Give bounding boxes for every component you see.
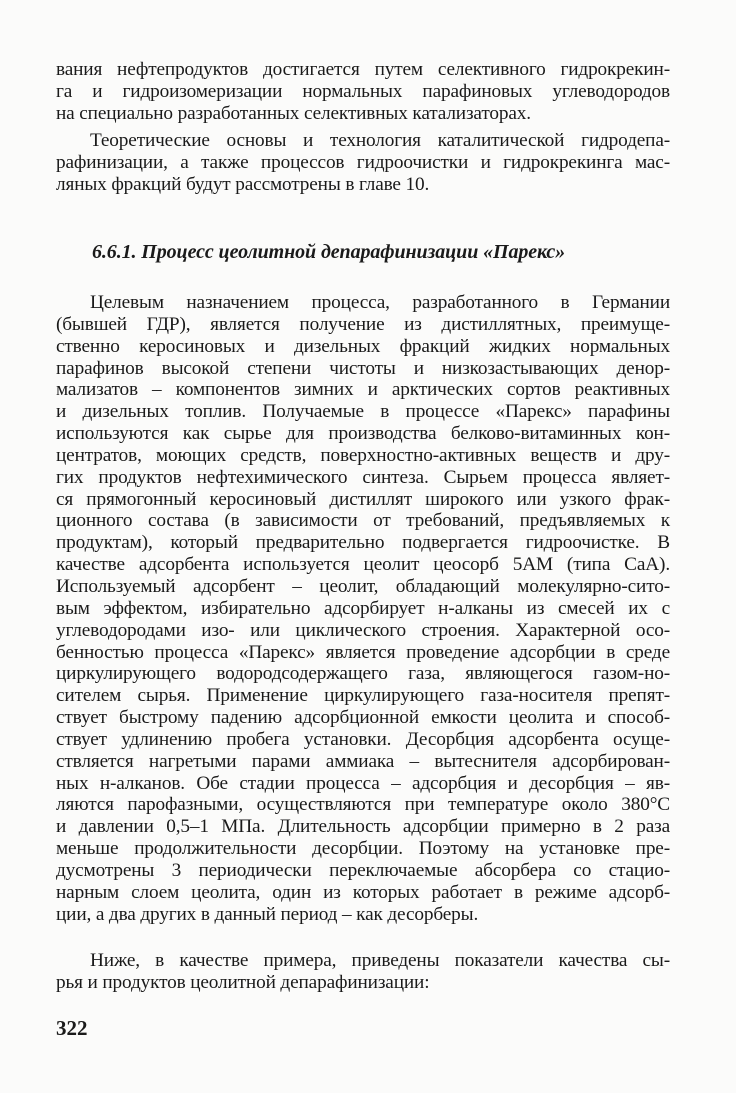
text-line: продуктам), который предварительно подвергается гидроочистке. В xyxy=(56,532,670,554)
text-line: ции, а два других в данный период – как десорберы. xyxy=(56,903,479,925)
text-line: и давлении 0,5–1 МПа. Длительность адсорбции примерно в 2 раза xyxy=(56,816,670,838)
text-line: Используемый адсорбент – цеолит, обладающий молекулярно-сито- xyxy=(56,575,670,597)
text-line: ствляется нагретыми парами аммиака – вытеснителя адсорбирован- xyxy=(56,750,670,772)
text-line: бенностью процесса «Парекс» является проведение адсорбции в среде xyxy=(56,641,670,663)
text-line: рья и продуктов цеолитной депарафинизации: xyxy=(56,971,430,993)
text-line: Ниже, в качестве примера, приведены показатели качества сы- xyxy=(90,950,670,971)
text-line: ся прямогонный керосиновый дистиллят широкого или узкого фрак- xyxy=(56,488,670,510)
text-line: используются как сырье для производства белково-витаминных кон- xyxy=(56,423,670,445)
page-number: 322 xyxy=(56,1016,88,1040)
paragraph-example-intro xyxy=(56,950,670,994)
text-line: на специально разработанных селективных катализаторах. xyxy=(56,102,531,124)
text-line: ственно керосиновых и дизельных фракций жидких нормальных xyxy=(56,335,670,357)
text-line: ствует удлинению пробега установки. Десорбция адсорбента осуще- xyxy=(56,728,670,750)
paragraph-theory xyxy=(56,130,670,196)
text-line: углеводородами изо- или циклического строения. Характерной осо- xyxy=(56,619,670,641)
text-line: ционного состава (в зависимости от требований, предъявляемых к xyxy=(56,510,670,532)
text-line: центратов, моющих средств, поверхностно-активных веществ и дру- xyxy=(56,444,670,466)
text-line: дусмотрены 3 периодически переключаемые абсорбера со стацио- xyxy=(56,859,670,881)
text-line: сителем сырья. Применение циркулирующего газа-носителя препят- xyxy=(56,685,670,707)
text-line: ляются парофазными, осуществляются при температуре около 380°С xyxy=(56,794,670,816)
text-line: ляных фракций будут рассмотрены в главе 10. xyxy=(56,173,430,195)
text-line: гих продуктов нефтехимического синтеза. Сырьем процесса являет- xyxy=(56,466,670,488)
text-line: нарным слоем цеолита, один из которых работает в режиме адсорб- xyxy=(56,881,670,903)
text-line: (бывшей ГДР), является получение из дистиллятных, преимуще- xyxy=(56,313,670,335)
paragraph-continuation xyxy=(56,59,670,125)
text-line: га и гидроизомеризации нормальных парафиновых углеводородов xyxy=(56,80,670,102)
text-line: и дизельных топлив. Получаемые в процессе «Парекс» парафины xyxy=(56,401,670,423)
text-line: рафинизации, а также процессов гидроочистки и гидрокрекинга мас- xyxy=(56,151,670,173)
text-line: Целевым назначением процесса, разработанного в Германии xyxy=(90,292,670,313)
section-heading: 6.6.1. Процесс цеолитной депарафинизации «Парекс» xyxy=(92,241,566,263)
text-line: качестве адсорбента используется цеолит цеосорб 5АМ (типа СаА). xyxy=(56,554,670,576)
text-line: парафинов высокой степени чистоты и низкозастывающих денор- xyxy=(56,357,670,379)
text-line: Теоретические основы и технология каталитической гидродепа- xyxy=(90,130,670,151)
text-line: циркулирующего водородсодержащего газа, являющегося газом-но- xyxy=(56,663,670,685)
text-line: вания нефтепродуктов достигается путем селективного гидрокрекин- xyxy=(56,59,670,80)
text-line: ствует быстрому падению адсорбционной емкости цеолита и способ- xyxy=(56,707,670,729)
text-line: ных н-алканов. Обе стадии процесса – адсорбция и десорбция – яв- xyxy=(56,772,670,794)
text-line: мализатов – компонентов зимних и арктических сортов реактивных xyxy=(56,379,670,401)
text-line: вым эффектом, избирательно адсорбирует н-алканы из смесей их с xyxy=(56,597,670,619)
paragraph-parex-process xyxy=(56,292,670,925)
text-line: меньше продолжительности десорбции. Поэтому на установке пре- xyxy=(56,838,670,860)
